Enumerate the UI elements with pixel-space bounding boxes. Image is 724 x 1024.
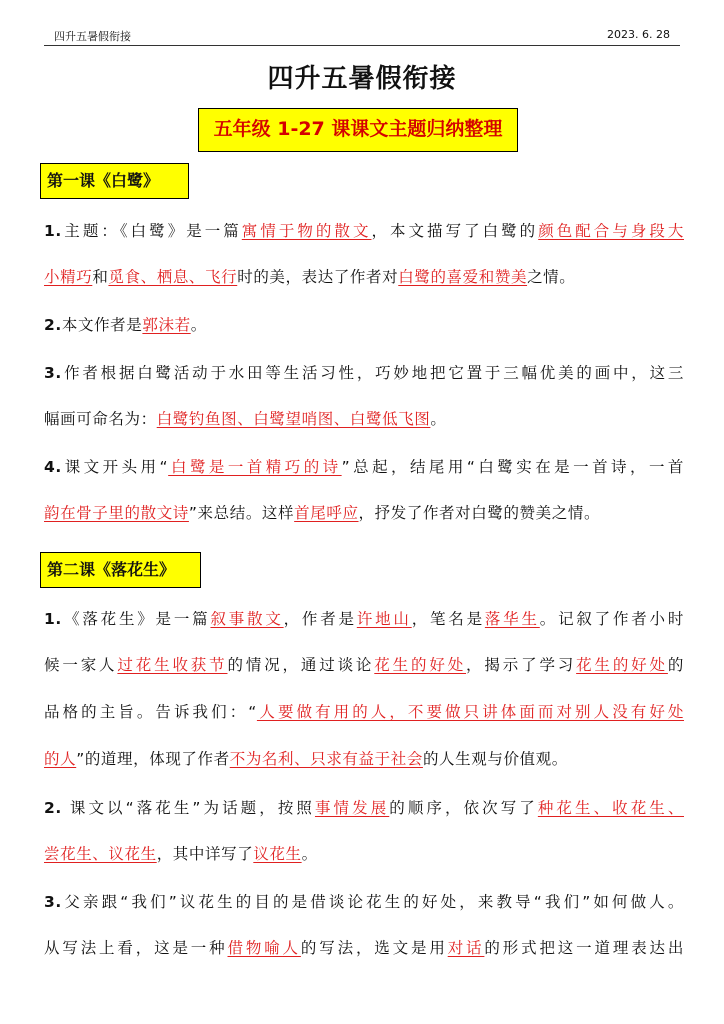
text: 的情况，通过谈论 — [227, 656, 375, 674]
text: 。 — [301, 845, 318, 863]
text: 作者根据白鹭活动于水田等生活习性，巧妙地把它置于三幅优美的画中，这三 — [61, 364, 684, 382]
item-number: 4. — [44, 458, 62, 476]
text: 。记叙了作者小时 — [539, 610, 684, 628]
text: ，笔名是 — [411, 610, 485, 628]
key-point: 对话 — [447, 939, 485, 957]
key-point: 小精巧 — [44, 268, 93, 286]
key-point: 种花生、收花生、 — [537, 799, 684, 817]
text: 的顺序，依次写了 — [389, 799, 538, 817]
lesson1-heading: 第一课《白鹭》 — [40, 163, 189, 199]
lesson2-p1-line1 — [44, 608, 684, 630]
text: 品格的主旨。告诉我们：“ — [44, 703, 257, 721]
text: 《落花生》是一篇 — [61, 610, 211, 628]
key-point: 首尾呼应 — [294, 504, 359, 522]
text: 的写法，选文是用 — [300, 939, 448, 957]
text: 。 — [430, 410, 447, 428]
text: 课文以“落花生”为话题，按照 — [61, 799, 315, 817]
header-left-text: 四升五暑假衔接 — [54, 30, 131, 43]
header-date: 2023. 6. 28 — [607, 28, 670, 41]
item-number: 2. — [44, 316, 62, 334]
text: 幅画可命名为： — [44, 410, 157, 428]
key-point: 尝花生、议花生 — [44, 845, 157, 863]
lesson2-p1-line2 — [44, 654, 684, 676]
key-point: 过花生收获节 — [117, 656, 228, 674]
key-point: 颜色配合与身段大 — [538, 222, 684, 240]
lesson2-heading: 第二课《落花生》 — [40, 552, 201, 588]
item-number: 2. — [44, 799, 62, 817]
key-point: 不为名利、只求有益于社会 — [229, 750, 423, 768]
text: ，作者是 — [283, 610, 357, 628]
text: 的形式把这一道理表达出 — [484, 939, 684, 957]
text: ”总起，结尾用“白鹭实在是一首诗，一首 — [341, 458, 684, 476]
page-title: 四升五暑假衔接 — [267, 64, 457, 94]
page-header — [44, 26, 680, 46]
lesson1-p4-line1 — [44, 456, 684, 478]
text: 从写法上看，这是一种 — [44, 939, 228, 957]
text: ，揭示了学习 — [466, 656, 577, 674]
item-number: 3. — [44, 893, 62, 911]
text: ”来总结。这样 — [188, 504, 295, 522]
key-point: 觅食、栖息、飞行 — [108, 268, 238, 286]
key-point: 许地山 — [356, 610, 412, 628]
text: ”的道理，体现了作者 — [76, 750, 230, 768]
key-point: 人要做有用的人，不要做只讲体面而对别人没有好处 — [256, 703, 684, 721]
key-point: 寓情于物的散文 — [241, 222, 372, 240]
key-point: 的人 — [44, 750, 77, 768]
item-number: 1. — [44, 222, 62, 240]
key-point: 白鹭钓鱼图、白鹭望哨图、白鹭低飞图 — [156, 410, 431, 428]
text: 的 — [667, 656, 684, 674]
lesson1-p2 — [44, 314, 684, 336]
text: ，本文描写了白鹭的 — [371, 222, 539, 240]
text: 的人生观与价值观。 — [422, 750, 568, 768]
lesson1-p3-line1 — [44, 362, 684, 384]
key-point: 花生的好处 — [576, 656, 668, 674]
text: 父亲跟“我们”议花生的目的是借谈论花生的好处，来教导“我们”如何做人。 — [61, 893, 684, 911]
key-point: 白鹭是一首精巧的诗 — [168, 458, 342, 476]
key-point: 郭沫若 — [142, 316, 191, 334]
text: ，其中详写了 — [156, 845, 254, 863]
key-point: 议花生 — [253, 845, 302, 863]
lesson2-p2-line2 — [44, 843, 684, 865]
text: 之情。 — [527, 268, 576, 286]
lesson2-p2-line1 — [44, 797, 684, 819]
key-point: 落华生 — [484, 610, 540, 628]
lesson1-p1-line2 — [44, 266, 684, 288]
text: 时的美，表达了作者对 — [237, 268, 399, 286]
lesson2-p3-line1 — [44, 891, 684, 913]
item-number: 1. — [44, 610, 62, 628]
key-point: 叙事散文 — [210, 610, 284, 628]
lesson2-p1-line4 — [44, 748, 684, 770]
lesson1-p3-line2 — [44, 408, 684, 430]
key-point: 借物喻人 — [227, 939, 301, 957]
page-subtitle: 五年级 1-27 课课文主题归纳整理 — [198, 108, 518, 152]
key-point: 花生的好处 — [374, 656, 467, 674]
lesson2-p1-line3 — [44, 701, 684, 723]
text: ，抒发了作者对白鹭的赞美之情。 — [358, 504, 601, 522]
text: 课文开头用“ — [61, 458, 169, 476]
text: 候一家人 — [44, 656, 118, 674]
text: 主题：《白鹭》是一篇 — [61, 222, 242, 240]
text: 。 — [190, 316, 207, 334]
text: 和 — [92, 268, 109, 286]
lesson1-p1-line1 — [44, 220, 684, 242]
text: 本文作者是 — [61, 316, 143, 334]
key-point: 白鹭的喜爱和赞美 — [398, 268, 528, 286]
lesson2-p3-line2 — [44, 937, 684, 959]
key-point: 事情发展 — [314, 799, 390, 817]
item-number: 3. — [44, 364, 62, 382]
key-point: 韵在骨子里的散文诗 — [44, 504, 189, 522]
lesson1-p4-line2 — [44, 502, 684, 524]
